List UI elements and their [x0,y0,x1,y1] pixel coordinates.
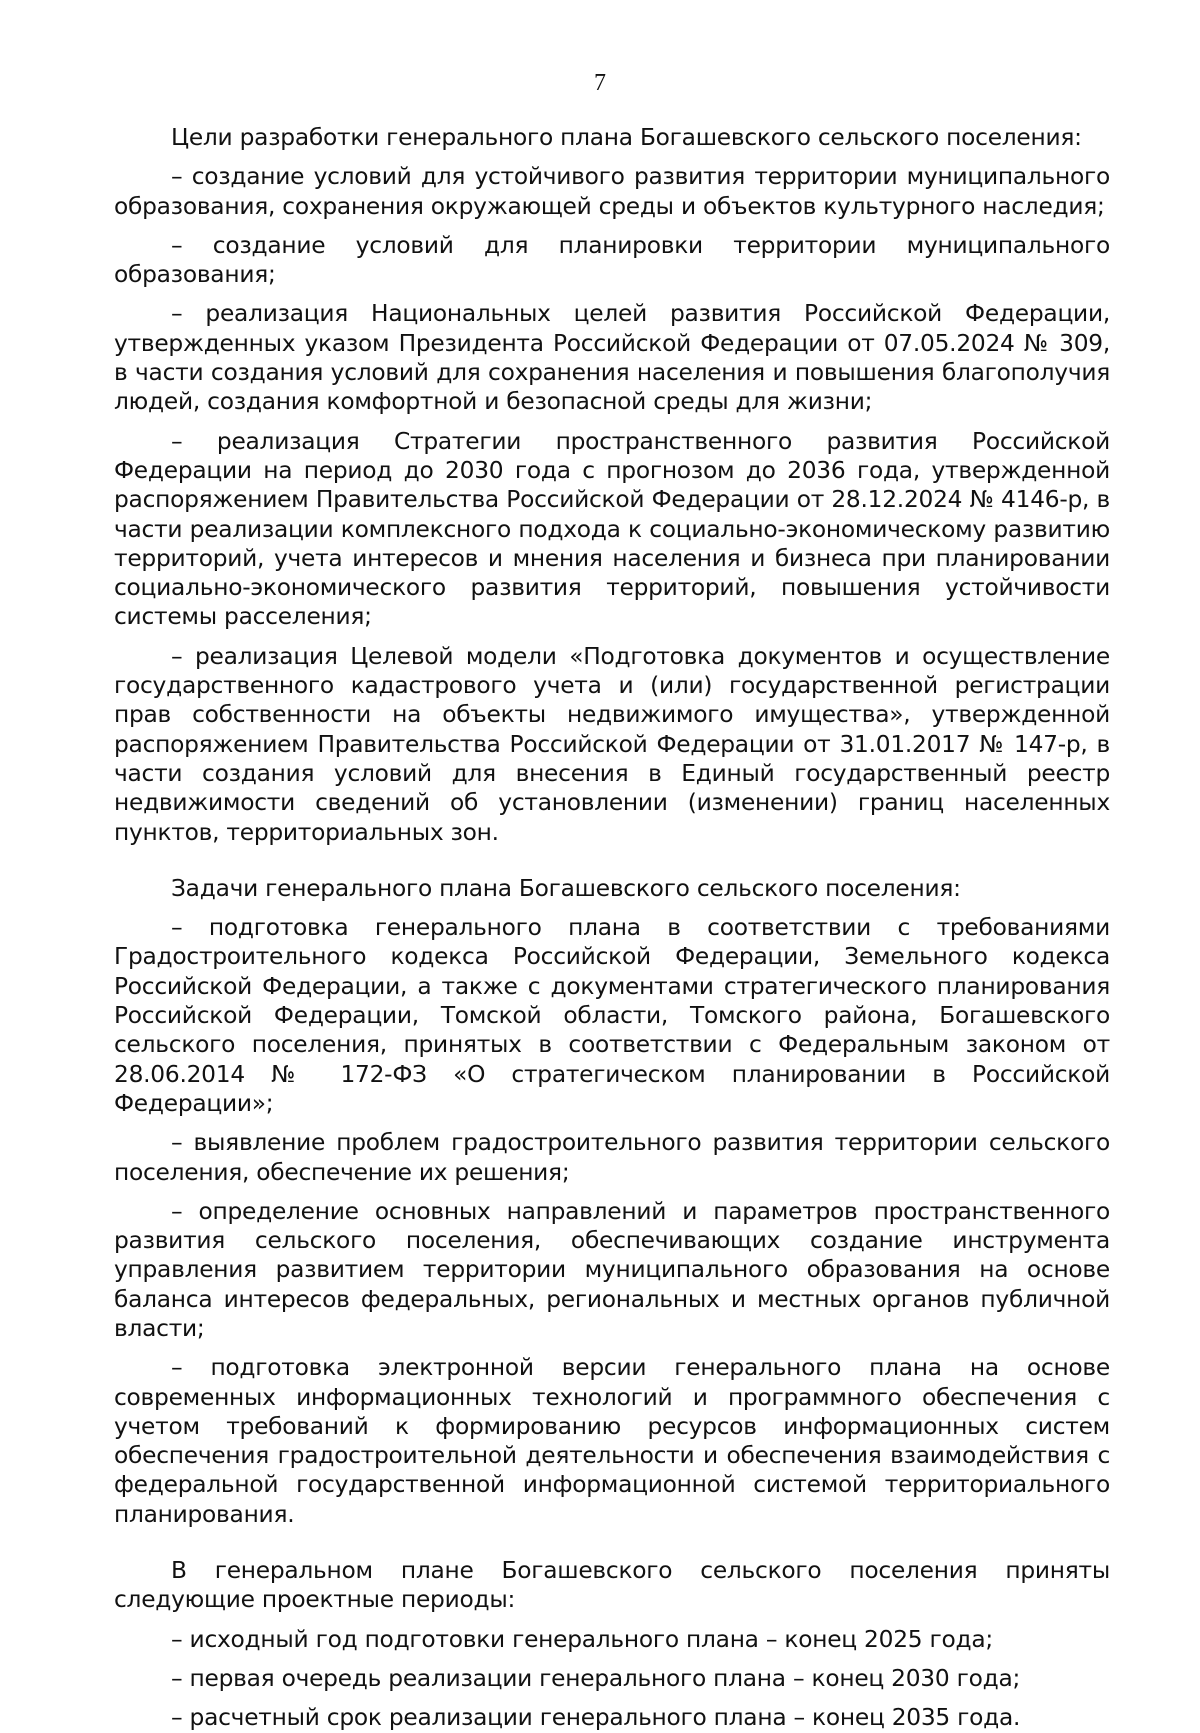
page-number: 7 [594,70,606,96]
tasks-item: – определение основных направлений и параметров пространственного развития сельского поселения, обеспечивающих создание инструмента управления развитием территории муниципального образования на основе баланса интересов федеральных, региональных и местных органов публичной власти; [114,1197,1110,1342]
goals-item: – создание условий для устойчивого развития территории муниципального образования, сохранения окружающей среды и объектов культурного наследия; [114,163,1110,220]
tasks-item: – подготовка электронной версии генерального плана на основе современных информационных технологий и программного обеспечения с учетом требований к формированию ресурсов информационных систем обеспечения градостроительной деятельности и обеспечения взаимодействия с федеральной государственной информационной системой территориального планирования. [114,1354,1110,1528]
tasks-item: – подготовка генерального плана в соответствии с требованиями Градостроительного кодекса Российской Федерации, Земельного кодекса Российской Федерации, а также с документами стратегического планирования Российской Федерации, Томской области, Томского района, Богашевского сельского поселения, принятых в соответствии с Федеральным законом от 28.06.2014 № 172-ФЗ «О стратегическом планировании в Российской Федерации»; [114,914,1110,1117]
periods-intro: В генеральном плане Богашевского сельского поселения приняты следующие проектные периоды: [114,1557,1110,1614]
periods-item: – исходный год подготовки генерального плана – конец 2025 года; [171,1625,993,1653]
page-body [114,123,1110,1733]
tasks-item: – выявление проблем градостроительного развития территории сельского поселения, обеспечение их решения; [114,1129,1110,1186]
goals-item: – реализация Национальных целей развития Российской Федерации, утвержденных указом Президента Российской Федерации от 07.05.2024 № 309, в части создания условий для сохранения населения и повышения благополучия людей, создания комфортной и безопасной среды для жизни; [114,300,1110,416]
goals-item: – реализация Стратегии пространственного развития Российской Федерации на период до 2030 года с прогнозом до 2036 года, утвержденной распоряжением Правительства Российской Федерации от 28.12.2024 № 4146-р, в части реализации комплексного подхода к социально-экономическому развитию территорий, учета интересов и мнения населения и бизнеса при планировании социально-экономического развития территорий, повышения устойчивости системы расселения; [114,427,1110,631]
tasks-heading: Задачи генерального плана Богашевского сельского поселения: [171,874,961,902]
goals-heading: Цели разработки генерального плана Богашевского сельского поселения: [171,124,1082,151]
periods-item: – первая очередь реализации генерального плана – конец 2030 года; [171,1664,1021,1692]
goals-item: – создание условий для планировки территории муниципального образования; [114,231,1110,289]
periods-item: – расчетный срок реализации генерального плана – конец 2035 года. [171,1704,1021,1732]
goals-item: – реализация Целевой модели «Подготовка документов и осуществление государственного кадастрового учета и (или) государственной регистрации прав собственности на объекты недвижимого имущества», утвержденной распоряжением Правительства Российской Федерации от 31.01.2017 № 147-р, в части создания условий для внесения в Единый государственный реестр недвижимости сведений об установлении (изменении) границ населенных пунктов, территориальных зон. [114,642,1110,846]
